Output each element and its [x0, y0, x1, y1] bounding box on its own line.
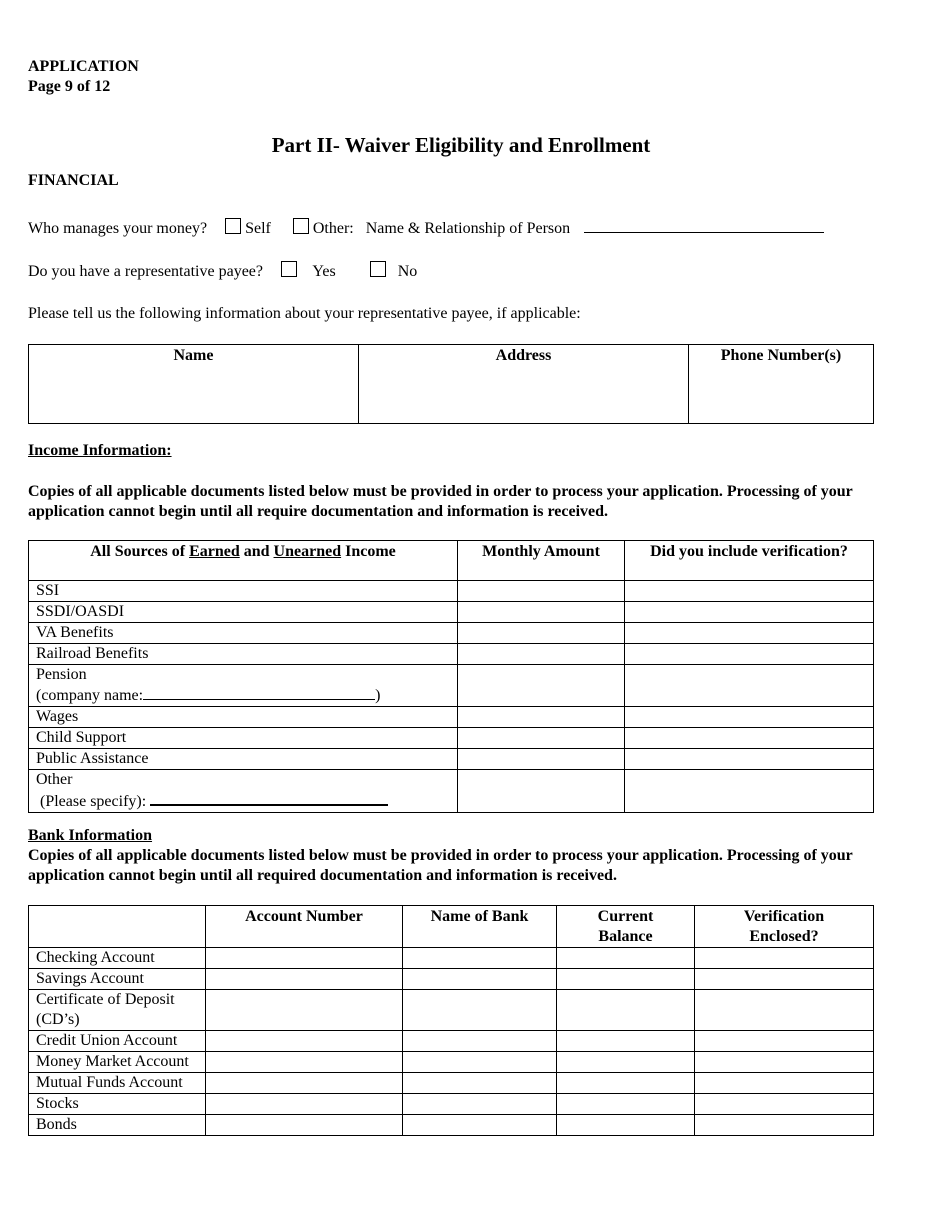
other-specify-field[interactable]: [150, 790, 388, 806]
table-row: [29, 581, 874, 602]
other-checkbox[interactable]: [293, 218, 309, 234]
table-row: [29, 1031, 874, 1052]
bank-heading: Bank Information: [28, 827, 153, 844]
table-row: [29, 1094, 874, 1115]
payee-address-header: Address: [359, 345, 689, 424]
verification-header: Did you include verification?: [625, 541, 874, 581]
income-source-header: All Sources of Earned and Unearned Income: [29, 541, 458, 581]
part-title: Part II- Waiver Eligibility and Enrollment: [271, 133, 651, 157]
table-row: [29, 665, 874, 707]
earned-label: Earned: [189, 543, 240, 560]
other-label: Other:: [312, 220, 354, 237]
name-relationship-field[interactable]: [584, 218, 824, 233]
income-table: [28, 540, 874, 813]
income-heading: Income Information:: [28, 442, 172, 459]
bank-bonds: Bonds: [29, 1115, 206, 1136]
bank-mutual-funds: Mutual Funds Account: [29, 1073, 206, 1094]
income-wages: Wages: [29, 707, 458, 728]
table-row: [29, 728, 874, 749]
account-type-header: [29, 906, 206, 948]
page-number: Page 9 of 12: [28, 78, 111, 95]
bank-notice: Copies of all applicable documents listed below must be provided in order to process your application. Processing of your application cannot begin until all required documentation and information is received.: [28, 847, 853, 884]
bank-table: [28, 905, 874, 1136]
application-label: APPLICATION: [28, 58, 139, 75]
self-checkbox[interactable]: [225, 218, 241, 234]
payee-phone-header: Phone Number(s): [689, 345, 874, 424]
verification-enclosed-header: Verification Enclosed?: [695, 906, 874, 948]
account-number-header: Account Number: [206, 906, 403, 948]
bank-money-market: Money Market Account: [29, 1052, 206, 1073]
bank-cd: Certificate of Deposit (CD’s): [29, 990, 206, 1031]
table-row: [29, 990, 874, 1031]
payee-question-row: [28, 261, 417, 281]
bank-checking: Checking Account: [29, 948, 206, 969]
table-row: [29, 1073, 874, 1094]
table-row: [29, 749, 874, 770]
self-label: Self: [245, 220, 271, 237]
bank-name-header: Name of Bank: [403, 906, 557, 948]
table-row: [29, 969, 874, 990]
table-row: [29, 770, 874, 813]
payee-table: [28, 344, 874, 424]
payee-info-prompt: Please tell us the following information about your representative payee, if applicable:: [28, 305, 581, 322]
income-ssdi: SSDI/OASDI: [29, 602, 458, 623]
bank-credit-union: Credit Union Account: [29, 1031, 206, 1052]
money-manager-question-row: [28, 218, 824, 238]
current-balance-header: Current Balance: [557, 906, 695, 948]
payee-yes-checkbox[interactable]: [281, 261, 297, 277]
income-ssi: SSI: [29, 581, 458, 602]
monthly-amount-header: Monthly Amount: [458, 541, 625, 581]
table-row: [29, 1115, 874, 1136]
bank-stocks: Stocks: [29, 1094, 206, 1115]
payee-no-checkbox[interactable]: [370, 261, 386, 277]
income-railroad: Railroad Benefits: [29, 644, 458, 665]
income-notice: Copies of all applicable documents listed below must be provided in order to process your application. Processing of your application cannot begin until all require documentation and information is received.: [28, 483, 853, 520]
payee-question: Do you have a representative payee?: [28, 263, 263, 280]
income-other: [29, 770, 458, 813]
pension-company-field[interactable]: [143, 685, 375, 700]
payee-no-label: No: [397, 263, 418, 280]
unearned-label: Unearned: [273, 543, 342, 560]
bank-savings: Savings Account: [29, 969, 206, 990]
pension-company-label: (company name:: [36, 687, 144, 704]
document-header: [28, 57, 139, 97]
name-relationship-label: Name & Relationship of Person: [365, 220, 571, 237]
table-row: [29, 623, 874, 644]
pension-label: Pension: [36, 666, 87, 683]
section-title: FINANCIAL: [28, 172, 119, 189]
money-manager-question: Who manages your money?: [28, 220, 208, 237]
income-pension: Pension (company name: ): [29, 665, 458, 707]
income-va: VA Benefits: [29, 623, 458, 644]
table-row: [29, 948, 874, 969]
other-specify-label: (Please specify):: [40, 793, 147, 810]
income-public-assistance: Public Assistance: [29, 749, 458, 770]
table-row: [29, 644, 874, 665]
payee-name-header: Name: [29, 345, 359, 424]
other-label: Other: [36, 771, 73, 788]
table-row: [29, 602, 874, 623]
table-row: [29, 707, 874, 728]
income-child-support: Child Support: [29, 728, 458, 749]
table-row: [29, 1052, 874, 1073]
payee-yes-label: Yes: [312, 263, 336, 280]
